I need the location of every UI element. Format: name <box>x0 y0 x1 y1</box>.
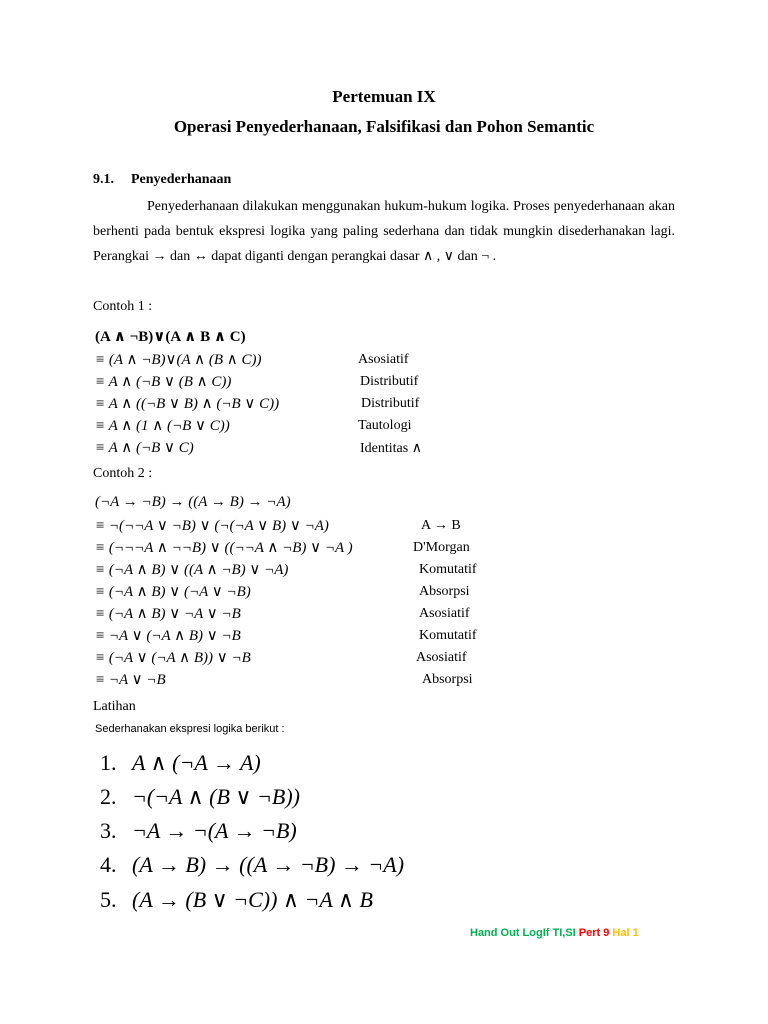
example-2-rule: A → B <box>421 518 461 533</box>
example-2-step: ≡ (¬¬¬A ∧ ¬¬B) ∨ ((¬¬A ∧ ¬B) ∨ ¬A ) <box>95 540 353 556</box>
exercise-number: 5. <box>100 887 117 912</box>
example-1-rule: Tautologi <box>358 418 412 433</box>
page-title: Pertemuan IX <box>332 87 436 106</box>
example-2-rule: Asosiatif <box>416 650 467 665</box>
example-2-step: ≡ ¬(¬¬A ∨ ¬B) ∨ (¬(¬A ∨ B) ∨ ¬A) <box>95 518 329 534</box>
example-1-step: ≡ A ∧ (1 ∧ (¬B ∨ C)) <box>95 418 230 434</box>
exercise-expression: (A → (B ∨ ¬C)) ∧ ¬A ∧ B <box>132 887 373 912</box>
paragraph-text: Penyederhanaan dilakukan menggunakan hukum-hukum logika. Proses penyederhanaan akan berhenti pada bentuk ekspresi logika yang paling sederhana dan tidak mungkin disederhanakan lagi. Perangkai → dan ↔ dapat diganti dengan perangkai dasar ∧ , ∨ dan ¬ . <box>93 199 675 264</box>
example-2-step: ≡ ¬A ∨ ¬B <box>95 672 166 688</box>
exercise-number: 1. <box>100 750 117 775</box>
section-paragraph <box>93 194 675 269</box>
section-heading <box>93 172 231 188</box>
example-1-rule: Asosiatif <box>358 352 409 367</box>
exercise-expression: ¬(¬A ∧ (B ∨ ¬B)) <box>132 784 300 809</box>
exercise-expression: ¬A → ¬(A → ¬B) <box>132 818 297 843</box>
footer-page-number: Hal 1 <box>612 927 639 939</box>
section-title: Penyederhanaan <box>131 172 232 187</box>
exercise-instruction: Sederhanakan ekspresi logika berikut : <box>95 723 285 735</box>
page-footer <box>470 927 639 939</box>
exercise-label: Latihan <box>93 699 136 714</box>
exercise-number: 2. <box>100 784 117 809</box>
example-1-label: Contoh 1 : <box>93 299 153 314</box>
exercise-item <box>100 750 261 776</box>
example-1-rule: Distributif <box>360 374 419 389</box>
example-2-step: ≡ (¬A ∧ B) ∨ ¬A ∨ ¬B <box>95 606 241 622</box>
exercise-expression: (A → B) → ((A → ¬B) → ¬A) <box>132 852 405 877</box>
exercise-number: 4. <box>100 852 117 877</box>
example-2-step: ≡ ¬A ∨ (¬A ∧ B) ∨ ¬B <box>95 628 241 644</box>
example-1-step: ≡ A ∧ (¬B ∨ (B ∧ C)) <box>95 374 232 390</box>
example-2-step: ≡ (¬A ∨ (¬A ∧ B)) ∨ ¬B <box>95 650 251 666</box>
exercise-item <box>100 784 300 810</box>
example-2-label: Contoh 2 : <box>93 466 153 481</box>
example-2-rule: Asosiatif <box>419 606 470 621</box>
example-2-rule: Komutatif <box>419 562 477 577</box>
section-number: 9.1. <box>93 172 114 187</box>
example-2-expression: (¬A → ¬B) → ((A → B) → ¬A) <box>95 494 291 510</box>
footer-course: Hand Out LogIf TI,SI <box>470 927 576 939</box>
example-2-rule: D'Morgan <box>413 540 470 555</box>
page-subtitle: Operasi Penyederhanaan, Falsifikasi dan Pohon Semantic <box>173 117 595 136</box>
example-1-step: ≡ A ∧ ((¬B ∨ B) ∧ (¬B ∨ C)) <box>95 396 280 412</box>
exercise-item <box>100 887 373 913</box>
example-2-rule: Absorpsi <box>422 672 473 687</box>
example-1-rule: Identitas ∧ <box>360 441 422 456</box>
example-1-expression: (A ∧ ¬B)∨(A ∧ B ∧ C) <box>95 329 246 345</box>
example-1-step: ≡ (A ∧ ¬B)∨(A ∧ (B ∧ C)) <box>95 352 262 368</box>
exercise-number: 3. <box>100 818 117 843</box>
example-1-step: ≡ A ∧ (¬B ∨ C) <box>95 440 194 456</box>
exercise-item <box>100 818 297 844</box>
example-1-rule: Distributif <box>361 396 420 411</box>
example-2-step: ≡ (¬A ∧ B) ∨ (¬A ∨ ¬B) <box>95 584 251 600</box>
example-2-rule: Komutatif <box>419 628 477 643</box>
exercise-item <box>100 852 404 878</box>
example-2-step: ≡ (¬A ∧ B) ∨ ((A ∧ ¬B) ∨ ¬A) <box>95 562 289 578</box>
example-2-rule: Absorpsi <box>419 584 470 599</box>
footer-meeting: Pert 9 <box>578 927 610 939</box>
exercise-expression: A ∧ (¬A → A) <box>132 750 261 775</box>
